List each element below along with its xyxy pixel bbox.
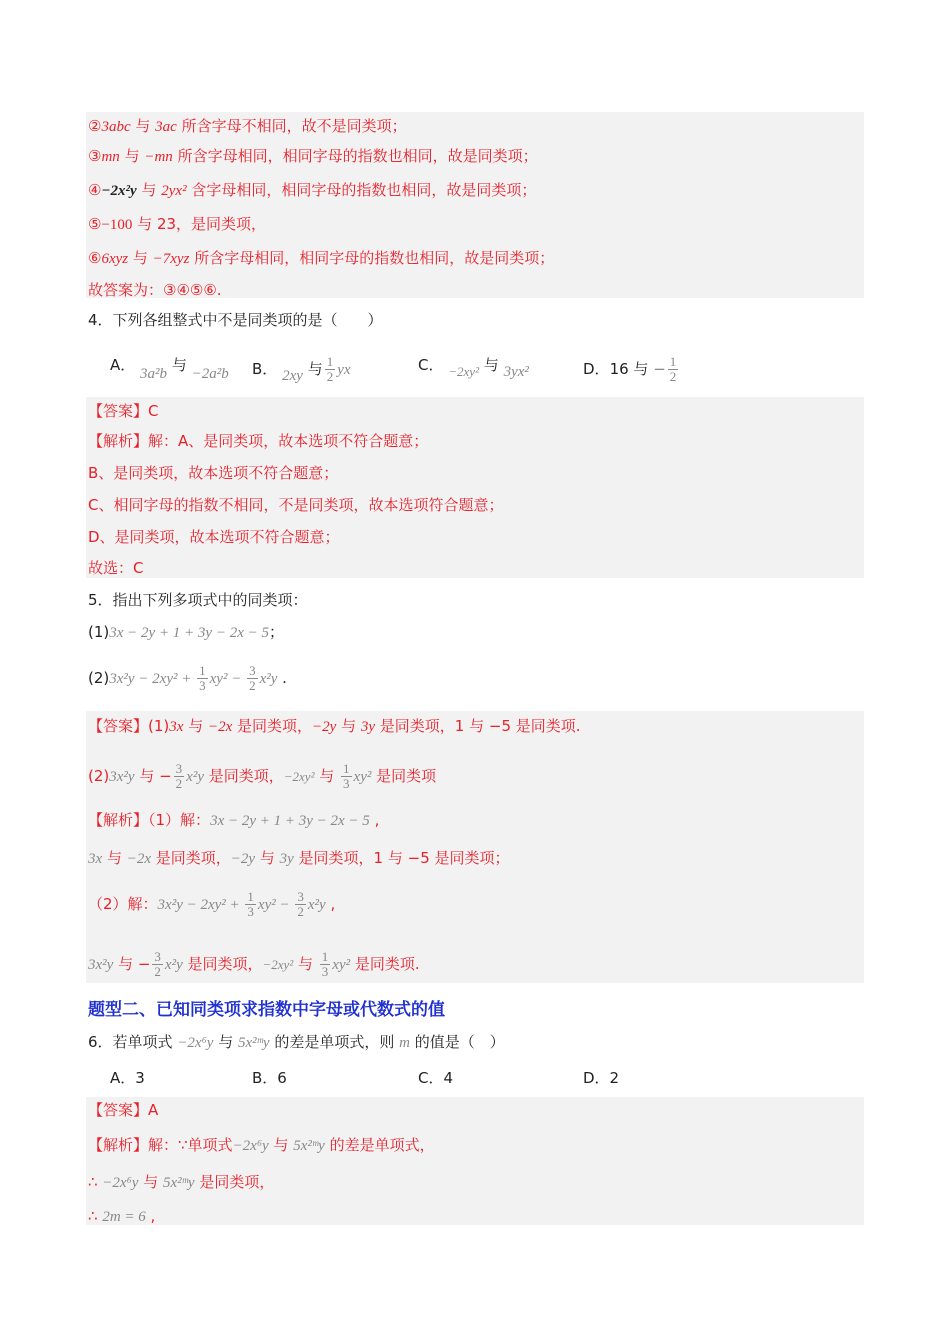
q3-line-4: ④−2x²y 与 2yx² 含字母相同，相同字母的指数也相同，故是同类项；: [88, 181, 537, 199]
section-2-title: 题型二、已知同类项求指数中字母或代数式的值: [88, 1000, 445, 1020]
q4-answer: 【答案】C: [88, 402, 159, 420]
q5-answer-1: 【答案】(1)3x 与 −2x 是同类项，−2y 与 3y 是同类项，1 与 −5 是同类项.: [88, 717, 581, 735]
q5-answer-box: [86, 711, 864, 983]
q3-line-6: ⑥6xyz 与 −7xyz 所含字母相同，相同字母的指数也相同，故是同类项；: [88, 249, 555, 267]
q3-line-5: ⑤−100 与 23，是同类项，: [88, 215, 267, 233]
q6-analysis-1: 【解析】解：∵单项式−2x⁶y 与 5x²ᵐy 的差是单项式，: [88, 1136, 435, 1154]
q4-answer-box: [86, 397, 864, 578]
q5-answer-2: (2)3x²y 与 − $\frac{3}{2}$ x²y 是同类项，−2xy² 与 $\frac{1}{3}$ xy² 是同类项: [88, 761, 437, 791]
q4-analysis-line: D、是同类项，故本选项不符合题意；: [88, 528, 340, 546]
q5-part-2: (2)3x²y − 2xy² + $\frac{1}{3}$ xy² − $\frac{3}{2}$ x²y .: [88, 663, 287, 693]
q4-analysis-line: 故选：C: [88, 559, 144, 577]
q3-answer: 故答案为：③④⑤⑥.: [88, 281, 222, 299]
q4-option-d: D．16 与 − $\frac{1}{2}$: [583, 354, 677, 384]
q6-option-d: D．2: [583, 1069, 620, 1087]
q6-option-a: A．3: [110, 1069, 145, 1087]
q3-analysis-box: [86, 112, 864, 298]
q6-answer: 【答案】A: [88, 1101, 159, 1119]
q4-analysis-line: 【解析】解：A、是同类项，故本选项不符合题意；: [88, 432, 429, 450]
q6-answer-box: [86, 1097, 864, 1225]
q5-analysis-3: （2）解：3x²y − 2xy² + $\frac{1}{3}$ xy² − $\frac{3}{2}$ x²y ,: [88, 889, 336, 919]
q5-analysis-1: 【解析】（1）解：3x − 2y + 1 + 3y − 2x − 5 ,: [88, 811, 380, 829]
q4-option-c: C． −2xy² 与 3yx²: [418, 356, 529, 380]
q3-line-3: ③mn 与 −mn 所含字母相同，相同字母的指数也相同，故是同类项；: [88, 147, 538, 165]
q4-analysis-line: C、相同字母的指数不相同，不是同类项，故本选项符合题意；: [88, 496, 504, 514]
q5-part-1: (1)3x − 2y + 1 + 3y − 2x − 5；: [88, 623, 285, 641]
q5-analysis-4: 3x²y 与 − $\frac{3}{2}$ x²y 是同类项，−2xy² 与 $\frac{1}{3}$ xy² 是同类项.: [88, 949, 420, 979]
q4-option-a: A． 3a²b 与 −2a²b: [110, 356, 229, 382]
q6-analysis-3: ∴ 2m = 6 ,: [88, 1207, 156, 1225]
q5-stem: 5．指出下列多项式中的同类项：: [88, 591, 308, 609]
q4-analysis-line: B、是同类项，故本选项不符合题意；: [88, 464, 339, 482]
q6-option-b: B．6: [252, 1069, 287, 1087]
q4-stem: 4．下列各组整式中不是同类项的是（ ）: [88, 311, 383, 329]
q4-option-b: B． 2xy 与 $\frac{1}{2}$ yx: [252, 354, 351, 384]
q3-line-2: ②3abc 与 3ac 所含字母不相同，故不是同类项；: [88, 117, 407, 135]
q6-option-c: C．4: [418, 1069, 454, 1087]
q6-stem: 6．若单项式 −2x⁶y 与 5x²ᵐy 的差是单项式，则 m 的值是（ ）: [88, 1033, 505, 1051]
q6-analysis-2: ∴ −2x⁶y 与 5x²ᵐy 是同类项，: [88, 1173, 275, 1191]
q5-analysis-2: 3x 与 −2x 是同类项，−2y 与 3y 是同类项，1 与 −5 是同类项；: [88, 849, 510, 867]
